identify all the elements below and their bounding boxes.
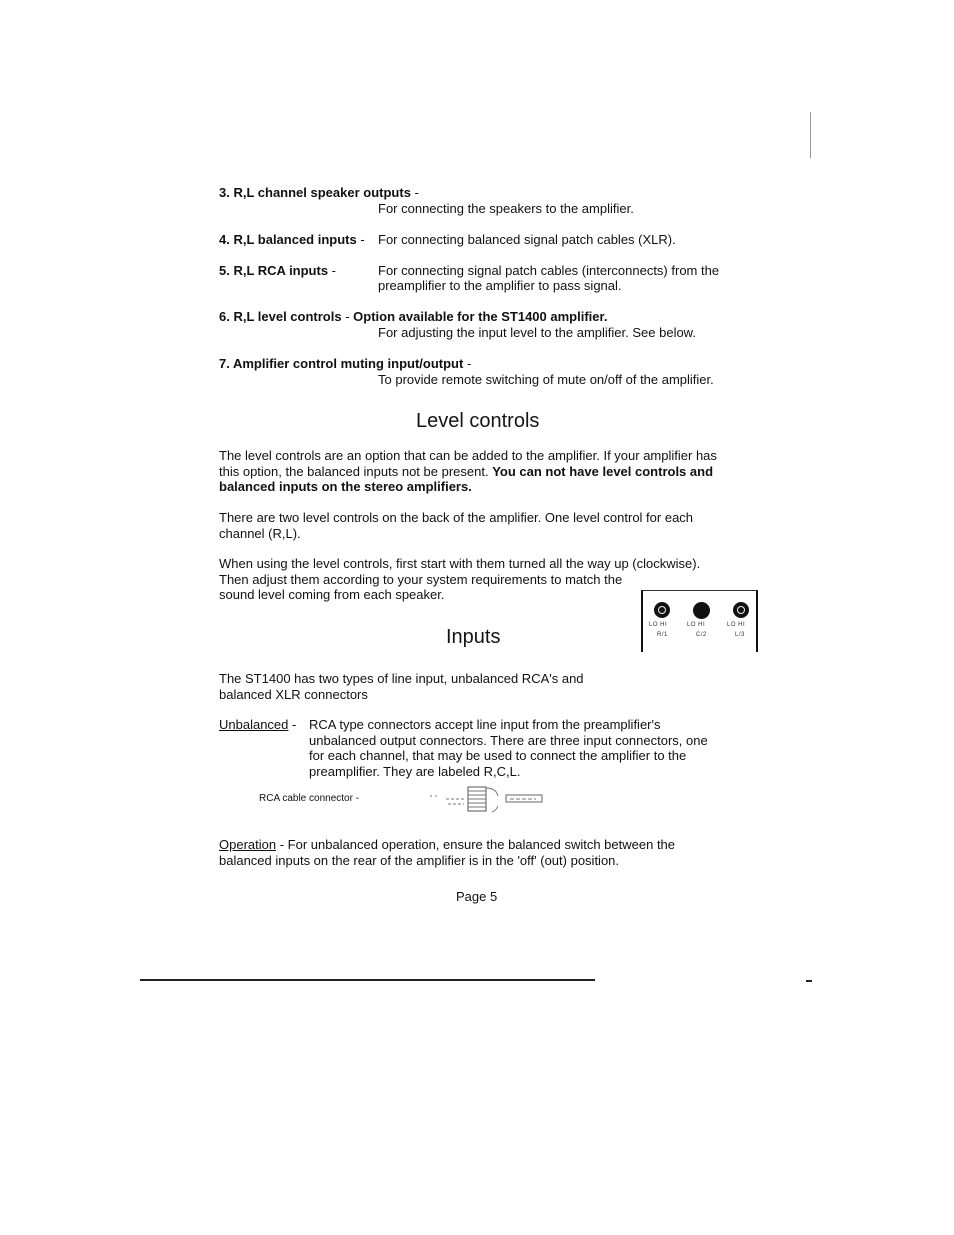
rca-connector-illustration <box>430 784 545 814</box>
level-controls-para-3: When using the level controls, first start with them turned all the way up (clockwise). Then adjust them according to your system requirements to match the sound level coming from each speaker. <box>219 556 701 602</box>
panel-label-lohi-2: LO HI <box>687 622 706 628</box>
item-5-label: 5. R,L RCA inputs <box>219 263 329 278</box>
page-number: Page 5 <box>456 889 498 904</box>
item-6-option: Option available for the ST1400 amplifier. <box>353 309 608 324</box>
item-6-desc: For adjusting the input level to the amplifier. See below. <box>378 325 696 340</box>
level-control-panel-illustration <box>641 590 758 652</box>
item-4-desc: For connecting balanced signal patch cables (XLR). <box>378 232 676 247</box>
item-3-desc: For connecting the speakers to the amplifier. <box>378 201 634 216</box>
scan-edge-line <box>810 112 811 158</box>
panel-label-ch1: R/1 <box>657 632 668 638</box>
level-controls-para-1: The level controls are an option that can be added to the amplifier. If your amplifier has this option, the balanced inputs not be present. You can not have level controls and balanced inputs on the stereo amplifiers. <box>219 448 717 494</box>
item-7-title: 7. Amplifier control muting input/output - <box>219 356 472 371</box>
operation-para: Operation - For unbalanced operation, ensure the balanced switch between the balanced inputs on the rear of the amplifier is in the 'off' (out) position. <box>219 837 676 868</box>
panel-label-ch3: L/3 <box>735 632 745 638</box>
panel-label-ch2: C/2 <box>696 632 707 638</box>
knob-icon <box>693 602 710 619</box>
item-5-desc-line2: preamplifier to the amplifier to pass signal. <box>378 278 622 293</box>
level-controls-heading: Level controls <box>416 410 540 432</box>
item-3-title: 3. R,L channel speaker outputs - <box>219 185 419 200</box>
item-4-title: 4. R,L balanced inputs - <box>219 232 365 247</box>
item-5-desc-line1: For connecting signal patch cables (interconnects) from the <box>378 263 720 278</box>
unbalanced-desc: RCA type connectors accept line input from the preamplifier's unbalanced output connectors. There are three input connectors, one for each channel, that may be used to connect the amplifier to the preamplifier. They are labeled R,C,L. <box>309 717 708 779</box>
inputs-para-1: The ST1400 has two types of line input, unbalanced RCA's and balanced XLR connectors <box>219 671 584 702</box>
item-7-label: 7. Amplifier control muting input/output <box>219 356 464 371</box>
item-4-label: 4. R,L balanced inputs <box>219 232 357 247</box>
page-bottom-mark <box>806 980 812 982</box>
item-3-label: 3. R,L channel speaker outputs <box>219 185 411 200</box>
level-controls-para-2: There are two level controls on the back of the amplifier. One level control for each channel (R,L). <box>219 510 694 541</box>
operation-label: Operation <box>219 837 277 852</box>
unbalanced-label: Unbalanced <box>219 717 289 732</box>
page-bottom-rule <box>140 979 595 981</box>
item-6-title: 6. R,L level controls - Option available for the ST1400 amplifier. <box>219 309 608 324</box>
panel-label-lohi-3: LO HI <box>727 622 746 628</box>
item-6-label: 6. R,L level controls <box>219 309 342 324</box>
knob-icon <box>654 602 670 618</box>
inputs-heading: Inputs <box>446 626 501 648</box>
rca-caption: RCA cable connector - <box>259 793 360 804</box>
unbalanced-title: Unbalanced - <box>219 717 297 732</box>
item-7-desc: To provide remote switching of mute on/off of the amplifier. <box>378 372 714 387</box>
panel-label-lohi-1: LO HI <box>649 622 668 628</box>
item-5-title: 5. R,L RCA inputs - <box>219 263 337 278</box>
knob-icon <box>733 602 749 618</box>
